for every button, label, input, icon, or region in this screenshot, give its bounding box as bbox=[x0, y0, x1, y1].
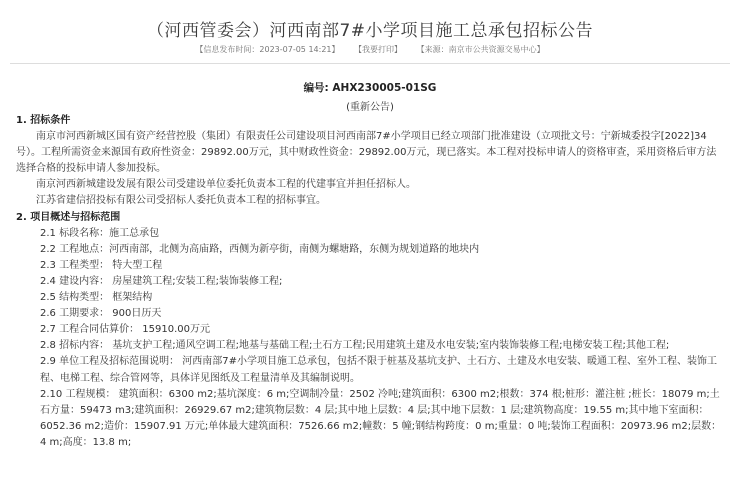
list-item-structure-type: 2.5 结构类型： 框架结构 bbox=[40, 292, 153, 304]
section-heading-1: 1. 招标条件 bbox=[16, 115, 71, 126]
list-item-estimated-price: 2.7 工程合同估算价： 15910.00万元 bbox=[40, 324, 210, 336]
list-item-project-scale: 2.10 工程规模： 建筑面积：6300 m2;基坑深度：6 m;空调制冷量：2502 冷吨;建筑面积：6300 m2;根数：374 根;桩形：灌注桩 ;桩长：18079 m;土石方量：59473 m3;建筑面积：26929.67 m2;建筑物层数：4 层;其中地上层数：4 层;其中地下层数：1 层;建筑物高度：19.55 m;其中地下室面积：6052.36 m2;造价：15907.91 万元;单体最大建筑面积：7526.66 m2;幢数：5 幢;钢结构跨度：0 m;重量：0 吨;装饰工程面积：20973.96 m2;层数：4 m;高度：13.8 m; bbox=[40, 388, 722, 448]
notice-type: (重新公告) bbox=[346, 102, 394, 113]
list-item-duration: 2.6 工期要求： 900日历天 bbox=[40, 308, 162, 320]
print-link[interactable]: 【我要打印】 bbox=[354, 45, 403, 54]
list-item-location: 2.2 工程地点：河西南部，北侧为高庙路，西侧为新亭街，南侧为螺塘路，东侧为规划道路的地块内 bbox=[40, 243, 480, 255]
list-item-construction-content: 2.4 建设内容： 房屋建筑工程;安装工程;装饰装修工程; bbox=[40, 275, 283, 287]
source-label: 【来源：南京市公共资源交易中心】 bbox=[416, 45, 545, 54]
list-item-section-name: 2.1 标段名称：施工总承包 bbox=[40, 227, 160, 239]
paragraph-tenderer: 南京河西新城建设发展有限公司受建设单位委托负责本工程的代建事宜并担任招标人。 bbox=[36, 179, 416, 191]
publish-time: 【信息发布时间：2023-07-05 14:21】 bbox=[195, 45, 340, 54]
meta-line bbox=[0, 44, 740, 55]
section-heading-2: 2. 项目概述与招标范围 bbox=[16, 211, 121, 223]
list-item-tender-content: 2.8 招标内容： 基坑支护工程;通风空调工程;地基与基础工程;土石方工程;民用建筑土建及水电安装;室内装饰装修工程;电梯安装工程;其他工程; bbox=[40, 340, 670, 352]
announcement-body bbox=[16, 113, 722, 451]
paragraph-tender-conditions: 南京市河西新城区国有资产经营控股（集团）有限责任公司建设项目河西南部7#小学项目已经立项部门批准建设（立项批文号：宁新城委投字[2022]34号）。工程所需资金来源国有政府性资金：29892.00万元，其中财政性资金：29892.00万元，现已落实。本工程对投标申请人的资格审查，采用资格后审方法选择合格的投标申请人参加投标。 bbox=[16, 131, 717, 175]
header-divider bbox=[10, 63, 730, 64]
list-item-project-type: 2.3 工程类型： 特大型工程 bbox=[40, 259, 163, 271]
tender-code: 编号: AHX230005-01SG bbox=[303, 82, 437, 94]
paragraph-agency: 江苏省建信招投标有限公司受招标人委托负责本工程的招标事宜。 bbox=[36, 195, 326, 207]
list-item-scope: 2.9 单位工程及招标范围说明： 河西南部7#小学项目施工总承包，包括不限于桩基及基坑支护、土石方、土建及水电安装、暖通工程、室外工程、装饰工程、电梯工程、综合管网等，具体详见图纸及工程量清单及其编制说明。 bbox=[40, 356, 718, 384]
page-title: （河西管委会）河西南部7#小学项目施工总承包招标公告 bbox=[146, 21, 594, 41]
